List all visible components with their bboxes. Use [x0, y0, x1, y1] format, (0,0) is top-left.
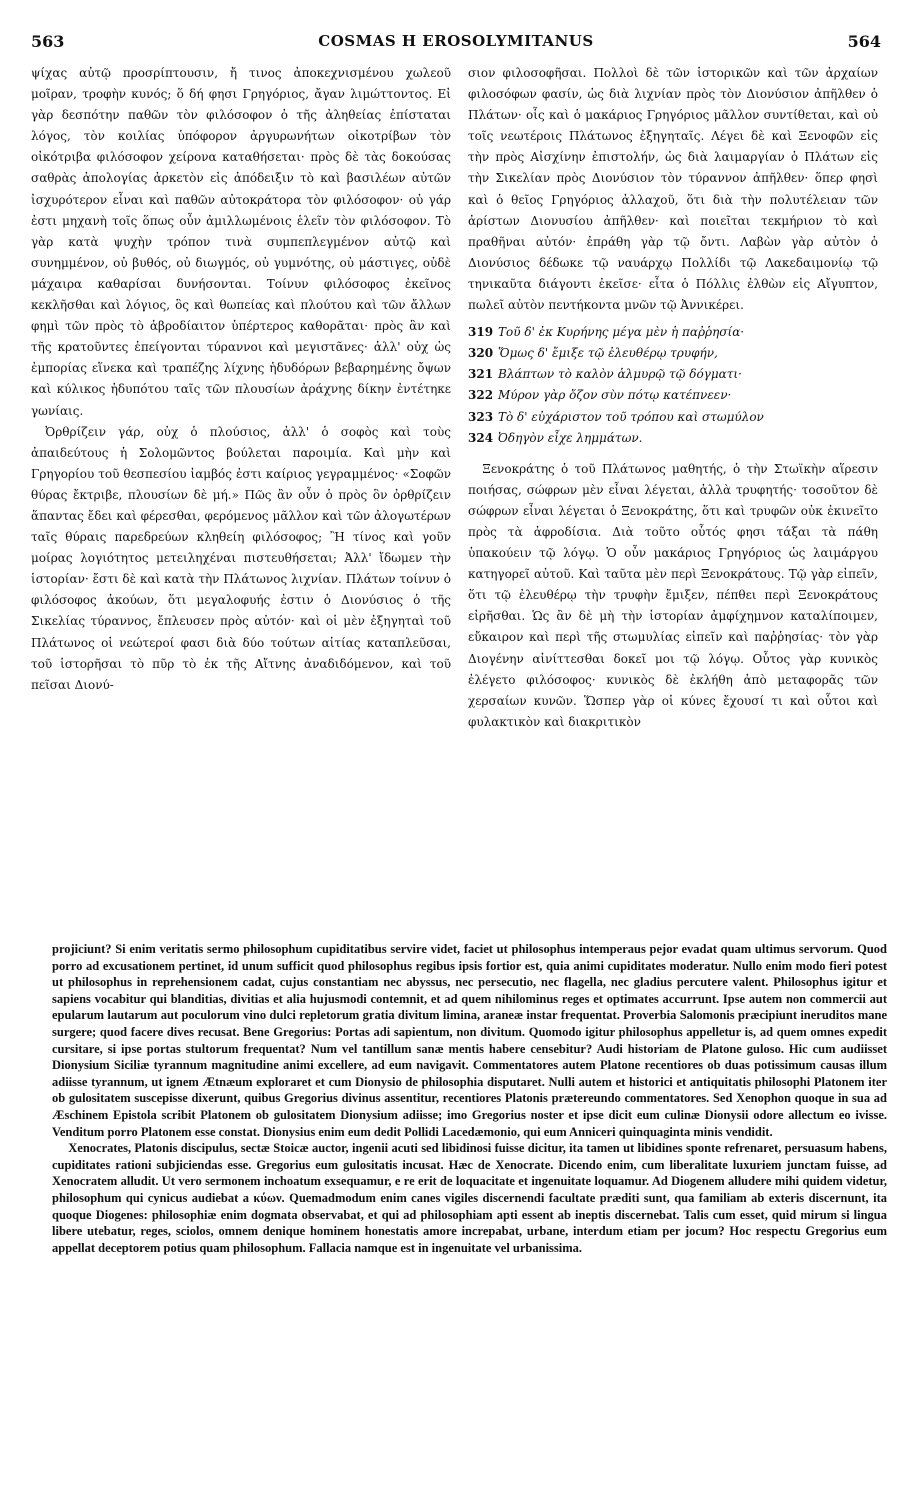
verse-text: Τοῦ δ' ἐκ Κυρήνης μέγα μὲν ἡ παῤῥησία· [498, 325, 745, 340]
verse-text: Ὀδηγὸν εἶχε λημμάτων. [498, 430, 643, 445]
verse-number: 324 [468, 430, 494, 445]
greek-paragraph: ψίχας αὐτῷ προσρίπτουσιν, ἤ τινος ἀποκεχνισμένου χωλεοῦ μοῖραν, τροφὴν κυνός; ὅ δή φησι Γρηγόριος, ἄγαν λιμώττοντος. Εἰ γὰρ δεσπότην παθῶν τὸν φιλόσοφον ὁ τῆς ἀληθείας ἐπίσταται λόγος, τὸν κοιλίας ὑπόφορον ἀργυρωνήτων οἰκοτρίβων τὸν οἰκότριβα φιλόσοφον χείρονα καταθήσεται· πρὸς δὲ τὰς δοκούσας σαθρὰς ἀπολογίας ἀρκετὸν εἰς ἀπόδειξιν τὸ καὶ βασιλέων αὐτῶν ἰσχυρότερον εἶναι καὶ παθῶν αὐτοκράτορα τὸν φιλόσοφον· οὐ γάρ ἐστι μηχανὴ τοῖς ὅπως οὖν ἀμιλλωμένοις ἑλεῖν τὸν φιλόσοφον. Τὸ γὰρ κατὰ ψυχὴν τρόπον τινὰ συμπεπλεγμένον αὐτῷ καὶ συνημμένον, οὐ βυθός, οὐ διωγμός, οὐ γυμνότης, οὐ μάστιγες, οὐδὲ μάχαιρα καθαρίσαι δυνήσονται. Τοίνυν φιλόσοφος ἐκεῖνος κεκλῆσθαι καὶ λόγιος, ὃς καὶ θωπείας καὶ πλούτου καὶ τῶν ἄλλων φημὶ τῶν πρὸς τὸ ἁβροδίαιτον ὑπέρτερος καθορᾶται· πρὸς ἃν καὶ τῆς κρατοῦντες ἐπείγονται τύραννοι καὶ μεγιστᾶνες· ἀλλ' οὐχ ὡς ἐμπορίας εἵνεκα καὶ τραπέζης λίχνης ἡδυδόρων βεβαρημένης ὄψων καὶ κύλικος ἡδυπότου ταῖς τῶν πλουσίων ἀράχνης δίκην ἐντέτηκε γωνίαις. [31, 66, 451, 418]
greek-paragraph: σιον φιλοσοφῆσαι. Πολλοὶ δὲ τῶν ἱστορικῶν καὶ τῶν ἀρχαίων φιλοσόφων φασίν, ὡς διὰ λιχνίαν πρὸς τὸν Διονύσιον ἀπῆλθεν ὁ Πλάτων· οἷς καὶ ὁ μακάριος Γρηγόριος μᾶλλον συντίθεται, καὶ οὐ τοῖς νεωτέροις Πλάτωνος ἐξηγηταῖς. Λέγει δὲ καὶ Ξενοφῶν εἰς τὴν πρὸς Αἰσχίνην ἐπιστολήν, ὡς διὰ λαιμαργίαν ὁ Πλάτων εἰς τὴν Σικελίαν πρὸς Διονύσιον τὸν τύραννον ἀπῆλθεν· ὅπερ φησὶ καὶ ὁ θεῖος Γρηγόριος ἀλλαχοῦ, ὅτι διὰ τὴν πολυτέλειαν τῶν ἀρίστων Διονυσίου ἀπῆλθεν· καὶ ποιεῖται τεκμήριον τὸ καὶ πραθῆναι αὐτόν· ἐπράθη γὰρ τῷ ὄντι. Λαβὼν γὰρ αὐτὸν ὁ Διονύσιος δέδωκε τῷ ναυάρχῳ Πολλίδι τῷ Λακεδαιμονίῳ τῷ τηνικαῦτα διάγοντι ἐκεῖσε· εἶτα ὁ Πόλλις ἐλθὼν εἰς Αἴγυπτον, πωλεῖ αὐτὸν πεντήκοντα μνῶν τῷ Ἀννικέρει. [468, 66, 878, 313]
verse-block [468, 322, 878, 449]
verse-line [468, 343, 878, 364]
verse-line [468, 385, 878, 406]
verse-text: Μύρον γὰρ ὄζον σὺν πότῳ κατέπνεεν· [498, 388, 732, 403]
verse-number: 320 [468, 346, 494, 361]
verse-line [468, 364, 878, 385]
verse-line [468, 322, 878, 343]
greek-paragraph: Ξενοκράτης ὁ τοῦ Πλάτωνος μαθητής, ὁ τὴν Στωϊκὴν αἵρεσιν ποιήσας, σώφρων μὲν εἶναι λέγεται, ἀλλὰ τρυφητής· τοσοῦτον δὲ σώφρων εἶναι λέγεται ὁ Ξενοκράτης, ὅτι καὶ τρυφῶν οὐκ ἐκινεῖτο πρὸς τὰ ἀφροδίσια. Διὰ τοῦτο οὗτός φησι τάξαι τὰ πάθη ὑπακούειν τῷ λόγῳ. Ὁ οὖν μακάριος Γρηγόριος ὡς λαιμάργου κατηγορεῖ αὐτοῦ. Καὶ ταῦτα μὲν περὶ Ξενοκράτους. Τῷ γὰρ εἰπεῖν, ὅτι τῷ ἐλευθέρῳ τὴν τρυφὴν ἔμιξεν, πέπθει περὶ Ξενοκράτους εἰρῆσθαι. Ὡς ἂν δὲ μὴ τὴν ἱστορίαν ἀμφίχημνον καταλίποιμεν, εὔκαιρον καὶ περὶ τῆς στωμυλίας εἰπεῖν καὶ παῤῥησίας· τὸν γὰρ Διογένην αἰνίττεσθαι δοκεῖ μοι τῷ λόγῳ. Οὗτος γὰρ κυνικὸς ἐλέγετο φιλόσοφος· κυνικὸς δὲ ἐκλήθη ἀπὸ μεταφορᾶς τῶν χερσαίων κυνῶν. Ὥσπερ γὰρ οἱ κύνες ἔχουσί τι καὶ οὗτοι καὶ φυλακτικὸν καὶ διακριτικὸν [468, 461, 878, 729]
greek-paragraph: Ὀρθρίζειν γάρ, οὐχ ὁ πλούσιος, ἀλλ' ὁ σοφὸς καὶ τοὺς ἀπαιδεύτους ἡ Σολομῶντος βούλεται παροιμία. Καὶ μὴν καὶ Γρηγορίου τοῦ θεσπεσίου ἰαμβός ἐστι καίριος γεγραμμένος· «Σοφῶν θύρας ἔκτριβε, πλουσίων δὲ μή.» Πῶς ἂν οὖν ὁ πρὸς ὃν ὀρθρίζειν ἅπαντας ἔδει καὶ φέρεσθαι, φερόμενος μᾶλλον καὶ τῶν ἀλογωτέρων ταῖς θύραις παρεδρεύων κληθείη φιλόσοφος; Ἢ τίνος καὶ γοῦν μοίρας λογιότητος μετειληχέναι πιστευθήσεται; Ἀλλ' ἴδωμεν τὴν ἱστορίαν· ἔστι δὲ καὶ κατὰ τὴν Πλάτωνος λιχνίαν. Πλάτων τοίνυν ὁ φιλόσοφος ἀκούων, ὅτι μεγαλοφυής ἐστιν ὁ Διονύσιος ὁ τῆς Σικελίας τύραννος, ἔπλευσεν πρὸς αὐτόν· καὶ οἱ μὲν ἐξηγηταὶ τοῦ Πλάτωνος οἱ νεώτεροί φασι διὰ δύο τούτων αἰτίας καταπλεῦσαι, τοῦ ἱστορῆσαι τὸ πῦρ τὸ ἐκ τῆς Αἴτνης ἀναδιδόμενον, καὶ τοῦ πεῖσαι Διονύ- [31, 424, 451, 692]
greek-column-left [31, 63, 451, 863]
verse-line [468, 428, 878, 449]
page-number-left: 563 [31, 32, 65, 51]
latin-paragraph: Xenocrates, Platonis discipulus, sectæ Stoicæ auctor, ingenii acuti sed libidinosi fuisse dicitur, ita tamen ut libidines sponte refrenaret, persuasum habens, cupiditates rationi subjiciendas esse. Gregorius eum gulositatis incusat. Hæc de Xenocrate. Dicendo enim, cum liberalitate luxuriem junctam fuisse, ad Xenocratem alludit. Ut vero sermonem inchoatum exsequamur, e re erit de loquacitate et ingenuitate loquamur. Ad Diogenem alludere mihi quidem videtur, philosophum qui cynicus audiebat a κύων. Quemadmodum enim canes vigiles discernendi facultate præditi sunt, qua familiam ab exteris discernunt, ita quoque Diogenes: philosophiæ enim dogmata observabat, et qui ad philosophiam apti essent ab ineptis discernebat. Talis cum esset, quid mirum si lingua libere utebatur, reges, sciolos, omnem denique hominem honestatis amore increpabat, urbane, interdum etiam per jocum? Hoc respectu Gregorius eum appellat deceptorem potius quam philosophum. Fallacia namque est in ingenuitate vel urbanissima. [52, 1141, 887, 1255]
verse-number: 321 [468, 367, 494, 382]
greek-column-right [468, 63, 878, 893]
latin-translation [52, 941, 887, 1481]
verse-text: Βλάπτων τὸ καλὸν ἁλμυρῷ τῷ δόγματι· [498, 367, 742, 382]
verse-text: Ὅμως δ' ἔμιξε τῷ ἐλευθέρῳ τρυφήν, [498, 346, 718, 361]
verse-line [468, 407, 878, 428]
running-title: COSMAS H EROSOLYMITANUS [318, 32, 594, 50]
verse-text: Τὸ δ' εὐχάριστον τοῦ τρόπου καὶ στωμύλον [498, 409, 764, 424]
verse-number: 322 [468, 388, 494, 403]
verse-number: 319 [468, 325, 494, 340]
verse-number: 323 [468, 409, 494, 424]
page-header [31, 32, 881, 56]
latin-paragraph: projiciunt? Si enim veritatis sermo philosophum cupiditatibus servire videt, faciet ut philosophus intemperaus pejor evadat quam ultimus servorum. Quod porro ad excusationem pertinet, id unum sufficit quod philosophus regibus ipsis fortior est, quia animi cupiditates moderatur. Nullo enim modo fieri potest ut philosophus in reprehensionem cadat, cujus constantiam nec abyssus, nec persecutio, nec flagella, nec gladius percutere valent. Philosophus igitur et sapiens vocabitur qui blanditias, divitias et alia hujusmodi contemnit, et ad quem nihilominus reges et optimates accurrunt. Ipse autem non commercii aut epularum lautarum aut poculorum vino dulci repletorum gratia divitum limina, araneæ instar frequentat. Proverbia Salomonis præcipiunt ineruditos mane surgere; quod facere dives recusat. Bene Gregorius: Portas adi sapientum, non divitum. Quomodo igitur philosophus appelletur is, ad quem omnes expedit cursitare, si ipse portas stultorum frequentat? Num vel tantillum sanæ mentis habere censebitur? Audi historiam de Platone guloso. Hic cum audiisset Dionysium Siciliæ tyrannum magnitudine animi excellere, ad eum navigavit. Commentatores autem Platone recentiores ob duas potissimum causas illum adiisse tyrannum, ut ignem Ætnæum exploraret et cum Dionysio de philosophia disputaret. Nulli autem et historici et antiquitatis philosophi Platonem iter ob gulositatem suscepisse dixerunt, quibus Gregorius divinus assentitur, recentiores Platonis prætereundo commentatores. Sed Xenophon quoque in sua ad Æschinem Epistola scribit Platonem ob gulositatem Dionysium adiisse; imo Gregorius noster et ipse dicit eum culinæ Dionysii odore allectum eo ivisse. Venditum porro Platonem esse constat. Dionysius enim eum dedit Pollidi Lacedæmonio, qui eum Anniceri quinquaginta minis vendidit. [52, 942, 887, 1139]
page-number-right: 564 [847, 32, 881, 51]
